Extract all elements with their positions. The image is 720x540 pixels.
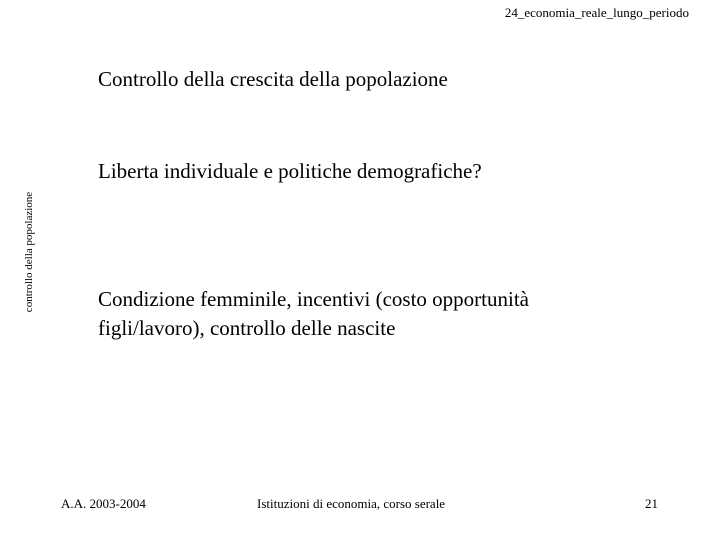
bullet-item: Liberta individuale e politiche demografiche? [98,159,482,183]
header-file-name: 24_economia_reale_lungo_periodo [504,5,689,20]
slide-title: Controllo della crescita della popolazione [98,67,448,91]
footer-course-name: Istituzioni di economia, corso serale [257,496,446,511]
footer-page-number: 21 [645,496,658,511]
bullet-item: Condizione femminile, incentivi (costo opportunità figli/lavoro), controllo delle nascite [98,287,529,340]
footer-academic-year: A.A. 2003-2004 [61,496,146,511]
vertical-section-label: controllo della popolazione [23,191,35,313]
